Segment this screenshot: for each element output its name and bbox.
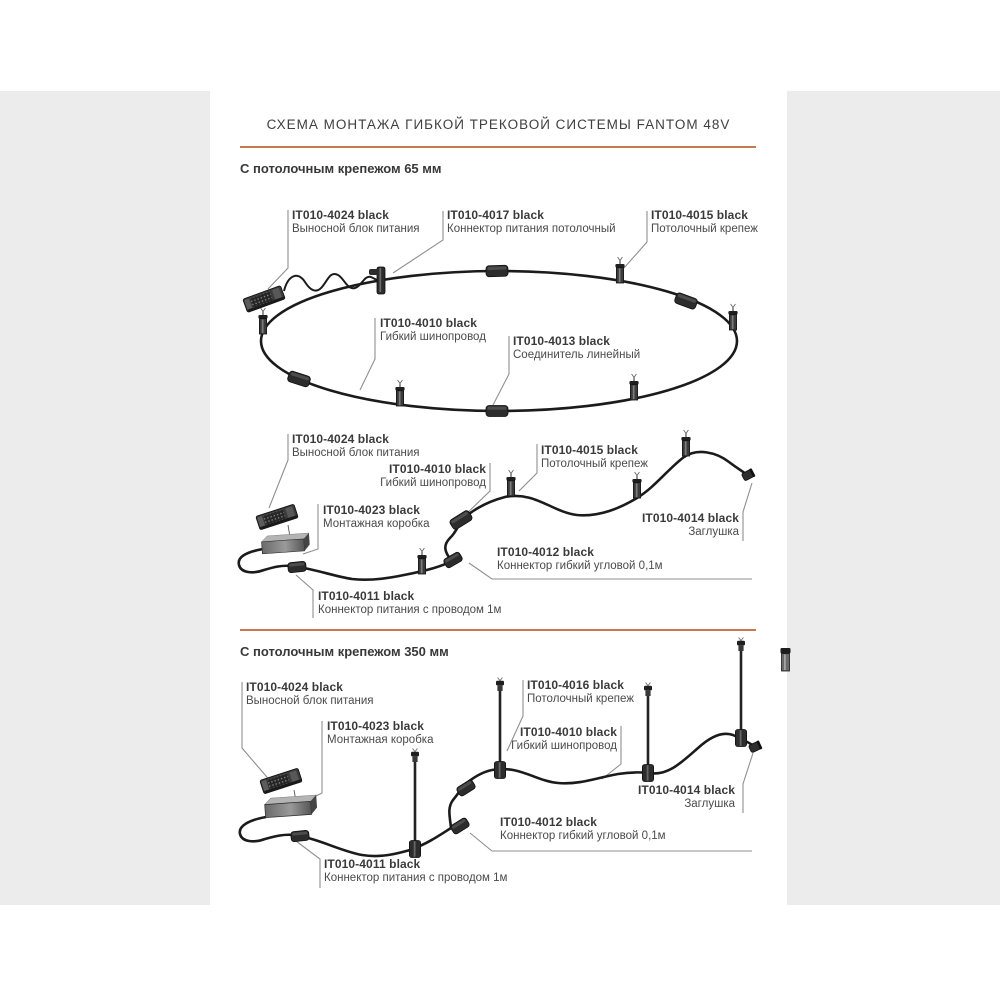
part-label [642, 511, 739, 539]
part-desc: Коннектор питания с проводом 1м [324, 872, 508, 884]
part-desc: Выносной блок питания [246, 695, 374, 707]
part-label [527, 678, 634, 706]
ceiling-rod-350-icon [735, 638, 746, 747]
part-code: IT010-4024 black [292, 208, 389, 222]
part-desc: Коннектор питания с проводом 1м [318, 604, 502, 616]
part-label [292, 432, 420, 460]
part-code: IT010-4015 black [541, 443, 638, 457]
part-desc: Выносной блок питания [292, 223, 420, 235]
part-label [380, 316, 486, 344]
part-desc: Заглушка [684, 798, 735, 810]
part-label [246, 680, 374, 708]
part-code: IT010-4023 black [323, 503, 420, 517]
part-desc: Гибкий шинопровод [511, 740, 617, 752]
part-code: IT010-4012 black [497, 545, 594, 559]
ceiling-rod-350-icon [494, 678, 505, 779]
diagram-wave-350mm [240, 638, 791, 889]
part-label [292, 208, 420, 236]
part-desc: Потолочный крепеж [651, 223, 758, 235]
part-desc: Выносной блок питания [292, 447, 420, 459]
mounting-box-icon [264, 795, 317, 818]
part-code: IT010-4010 black [389, 462, 486, 476]
part-label [324, 857, 507, 885]
part-label [318, 589, 501, 617]
part-code: IT010-4010 black [380, 316, 477, 330]
part-code: IT010-4024 black [246, 680, 343, 694]
title-divider [240, 146, 756, 148]
part-code: IT010-4011 black [324, 857, 421, 871]
corner-connector-icon [450, 817, 471, 835]
part-code: IT010-4012 black [500, 815, 597, 829]
section1-title: С потолочным крепежом 65 мм [240, 161, 442, 176]
ceiling-mount-icon [681, 430, 690, 456]
psu-wire [288, 525, 290, 537]
part-desc: Коннектор питания потолочный [447, 223, 616, 235]
part-code: IT010-4023 black [327, 719, 424, 733]
ceiling-rod-350-icon [642, 683, 653, 782]
ceiling-rod-350-icon [409, 749, 420, 858]
power-supply-icon [243, 286, 285, 313]
part-desc: Гибкий шинопровод [380, 331, 486, 343]
ceiling-mount-icon [506, 470, 515, 496]
linear-connector-icon [486, 406, 508, 417]
part-code: IT010-4014 black [638, 783, 735, 797]
part-desc: Монтажная коробка [327, 734, 434, 746]
part-desc: Потолочный крепеж [527, 693, 634, 705]
left-margin-band [0, 91, 210, 905]
ceiling-mount-icon [395, 380, 404, 406]
section-divider [240, 629, 756, 631]
part-code: IT010-4014 black [642, 511, 739, 525]
endcap-icon [748, 740, 762, 753]
leader-lines [268, 210, 647, 405]
ceiling-mount-icon [629, 374, 638, 400]
section2-title: С потолочным крепежом 350 мм [240, 644, 449, 659]
part-code: IT010-4015 black [651, 208, 748, 222]
part-desc: Соединитель линейный [513, 349, 641, 361]
part-label [497, 545, 663, 573]
part-desc: Коннектор гибкий угловой 0,1м [500, 830, 666, 842]
part-label [513, 334, 640, 362]
ceiling-mount-icon [258, 308, 267, 334]
part-label [638, 783, 735, 811]
psu-wire [294, 790, 296, 801]
part-label [500, 815, 666, 843]
right-margin-band [787, 91, 1000, 905]
mounting-box-icon [261, 533, 310, 554]
part-code: IT010-4024 black [292, 432, 389, 446]
part-desc: Монтажная коробка [323, 518, 430, 530]
part-label [511, 725, 617, 753]
power-cable [284, 274, 377, 291]
corner-connector-icon [449, 510, 473, 531]
ceiling-feed-connector-icon [369, 267, 385, 294]
diagram-oval-65mm [243, 210, 738, 417]
ceiling-mount-icon [615, 257, 624, 283]
power-feed-connector-icon [291, 830, 310, 842]
part-label [447, 208, 616, 236]
part-desc: Заглушка [688, 526, 739, 538]
part-desc: Гибкий шинопровод [380, 477, 486, 489]
linear-connector-icon [486, 265, 508, 277]
part-label [323, 503, 429, 531]
part-label [327, 719, 433, 747]
power-supply-icon [256, 504, 298, 530]
part-label [651, 208, 758, 236]
part-code: IT010-4011 black [318, 589, 415, 603]
ceiling-mount-icon [728, 304, 737, 330]
linear-connector-icon [287, 370, 311, 387]
linear-connector-icon [674, 292, 698, 310]
endcap-icon [741, 468, 756, 482]
part-desc: Коннектор гибкий угловой 0,1м [497, 560, 663, 572]
part-code: IT010-4010 black [520, 725, 617, 739]
power-feed-connector-icon [288, 561, 307, 573]
ceiling-mount-icon [417, 548, 426, 574]
part-code: IT010-4013 black [513, 334, 610, 348]
part-label [380, 462, 486, 490]
part-desc: Потолочный крепеж [541, 458, 648, 470]
corner-connector-icon [443, 551, 464, 569]
flexible-track-oval [261, 271, 737, 411]
part-code: IT010-4017 black [447, 208, 544, 222]
power-supply-icon [260, 768, 302, 794]
part-label [541, 443, 648, 471]
ceiling-mount-icon [632, 472, 641, 498]
page-title: СХЕМА МОНТАЖА ГИБКОЙ ТРЕКОВОЙ СИСТЕМЫ FANTOM 48V [266, 117, 731, 132]
part-code: IT010-4016 black [527, 678, 624, 692]
corner-connector-icon [456, 779, 477, 797]
